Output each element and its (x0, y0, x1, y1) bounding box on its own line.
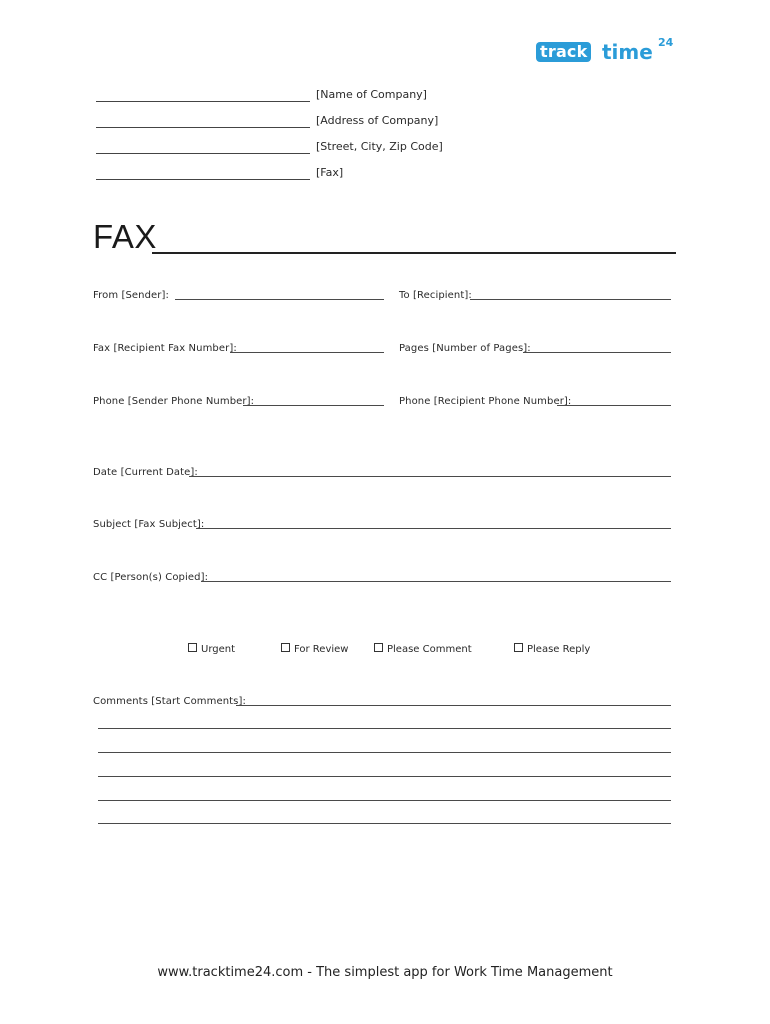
comments-line[interactable] (98, 752, 671, 753)
pages-field[interactable] (523, 352, 671, 353)
comments-line[interactable] (98, 776, 671, 777)
date-field[interactable] (189, 476, 671, 477)
sender-phone-field[interactable] (243, 405, 384, 406)
comments-label: Comments [Start Comments]: (93, 696, 246, 707)
comment-label: Please Comment (387, 644, 472, 655)
comment-checkbox[interactable] (374, 643, 383, 652)
logo-track-text: track (536, 42, 591, 62)
recipient-phone-field[interactable] (557, 405, 671, 406)
tracktime24-logo (536, 36, 678, 66)
review-label: For Review (294, 644, 349, 655)
company-city-label: [Street, City, Zip Code] (316, 140, 443, 153)
subject-field[interactable] (196, 528, 671, 529)
to-field[interactable] (470, 299, 671, 300)
company-address-label: [Address of Company] (316, 114, 439, 127)
company-name-line[interactable] (96, 101, 310, 102)
fax-number-field[interactable] (230, 352, 384, 353)
comments-line[interactable] (98, 823, 671, 824)
date-label: Date [Current Date]: (93, 467, 198, 478)
logo-superscript: 24 (658, 36, 674, 49)
sender-phone-label: Phone [Sender Phone Number]: (93, 396, 255, 407)
cc-label: CC [Person(s) Copied]: (93, 572, 209, 583)
urgent-checkbox[interactable] (188, 643, 197, 652)
company-address-line[interactable] (96, 127, 310, 128)
page-title: FAX (93, 218, 157, 255)
subject-label: Subject [Fax Subject]: (93, 519, 205, 530)
from-label: From [Sender]: (93, 290, 169, 301)
company-fax-label: [Fax] (316, 166, 344, 179)
title-rule (152, 252, 676, 254)
urgent-option[interactable] (188, 643, 235, 655)
from-field[interactable] (175, 299, 384, 300)
comments-line[interactable] (98, 728, 671, 729)
company-name-label: [Name of Company] (316, 88, 427, 101)
logo-time-text: time (602, 40, 653, 64)
review-checkbox[interactable] (281, 643, 290, 652)
company-city-line[interactable] (96, 153, 310, 154)
reply-option[interactable] (514, 643, 590, 655)
footer-text: www.tracktime24.com - The simplest app for Work Time Management (157, 965, 613, 980)
comment-option[interactable] (374, 643, 472, 655)
review-option[interactable] (281, 643, 348, 655)
reply-label: Please Reply (527, 644, 591, 655)
recipient-phone-label: Phone [Recipient Phone Number]: (399, 396, 572, 407)
company-fax-line[interactable] (96, 179, 310, 180)
pages-label: Pages [Number of Pages]: (399, 343, 531, 354)
fax-number-label: Fax [Recipient Fax Number]: (93, 343, 237, 354)
urgent-label: Urgent (201, 644, 236, 655)
comments-field[interactable] (236, 705, 671, 706)
comments-line[interactable] (98, 800, 671, 801)
reply-checkbox[interactable] (514, 643, 523, 652)
to-label: To [Recipient]: (399, 290, 472, 301)
cc-field[interactable] (201, 581, 671, 582)
